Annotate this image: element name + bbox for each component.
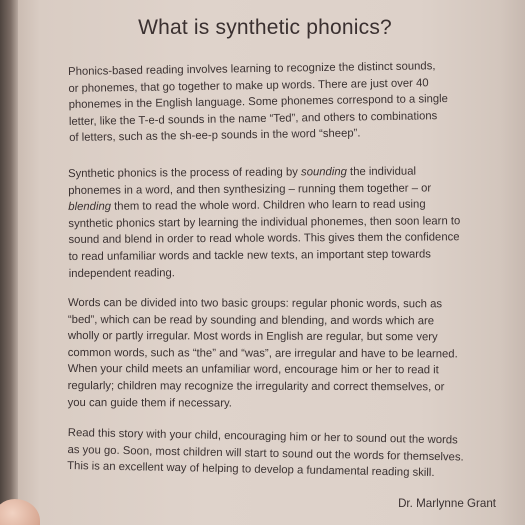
text-line: you can guide them if necessary. bbox=[67, 396, 232, 410]
text-segment: the individual bbox=[346, 165, 417, 179]
text-line: synthetic phonics start by learning the individual phonemes, then soon learn to bbox=[68, 215, 461, 230]
text-line: sound and blend in order to read whole words. This gives them the confidence bbox=[68, 231, 460, 247]
text-line: Read this story with your child, encouraging him or her to sound out the words bbox=[67, 426, 458, 447]
paragraph-word-groups bbox=[68, 295, 476, 413]
text-line: wholly or partly irregular. Most words in English are regular, but some very bbox=[67, 330, 438, 344]
text-line: phonemes in the English language. Some phonemes correspond to a single bbox=[68, 93, 449, 112]
text-line: of letters, such as the sh-ee-p sounds in the word “sheep”. bbox=[69, 127, 361, 145]
text-line: independent reading. bbox=[68, 266, 175, 280]
page-title: What is synthetic phonics? bbox=[138, 16, 392, 39]
paragraph-read-with-child bbox=[67, 425, 476, 483]
text-segment: them to read the whole word. Children who learn to read using bbox=[110, 198, 426, 213]
text-line: common words, such as “the” and “was”, are irregular and have to be learned. bbox=[67, 346, 458, 361]
author-signature: Dr. Marlynne Grant bbox=[398, 497, 496, 510]
text-segment: Synthetic phonics is the process of reading by bbox=[68, 166, 302, 180]
text-line: letter, like the T-e-d sounds in the name “Ted”, and others to combinations bbox=[68, 109, 438, 128]
text-line: regularly; children may recognize the irregularity and correct themselves, or bbox=[67, 379, 445, 394]
text-line: to read unfamiliar words and tackle new texts, an important step towards bbox=[68, 248, 431, 263]
paragraph-synthetic-phonics bbox=[68, 163, 477, 282]
paragraph-intro bbox=[68, 58, 477, 147]
emphasized-word: sounding bbox=[300, 166, 347, 179]
text-line: phonemes in a word, and then synthesizing – running them together – or bbox=[68, 182, 432, 197]
text-line: “bed”, which can be read by sounding and blending, and words which are bbox=[67, 313, 435, 327]
book-page bbox=[20, 0, 520, 525]
text-line: as you go. Soon, most children will start to sound out the words for themselves. bbox=[67, 443, 464, 464]
book-page-edge bbox=[0, 0, 18, 525]
text-line: When your child meets an unfamiliar word, encourage him or her to read it bbox=[67, 363, 439, 377]
emphasized-word: blending bbox=[68, 200, 112, 214]
text-line: Words can be divided into two basic groups: regular phonic words, such as bbox=[67, 297, 443, 311]
text-line: or phonemes, that go together to make up words. There are just over 40 bbox=[68, 76, 429, 95]
text-line: Phonics-based reading involves learning to recognize the distinct sounds, bbox=[68, 60, 436, 78]
text-line: This is an excellent way of helping to develop a fundamental reading skill. bbox=[67, 460, 435, 480]
